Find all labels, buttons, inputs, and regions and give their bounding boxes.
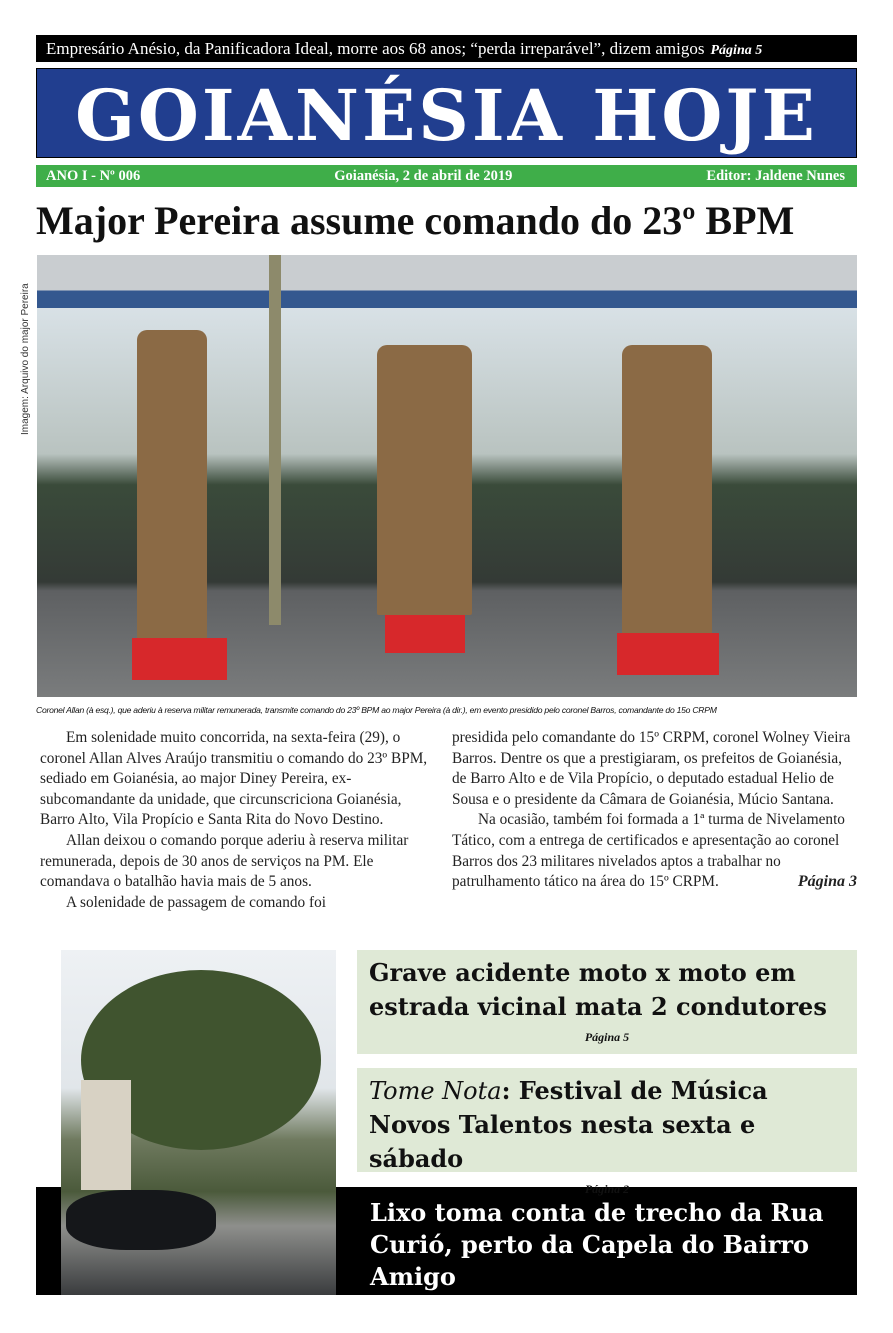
paragraph: presidida pelo comandante do 15º CRPM, coronel Wolney Vieira Barros. Dentre os que a prestigiaram, os prefeitos de Goianésia, de Barro Alto e de Vila Propício, o deputado estadual Helio de Sousa e o presidente da Câmara de Goianésia, Múcio Santana. <box>452 729 851 808</box>
story3-headline: : Festival de Música Novos Talentos nesta sexta e sábado <box>369 1076 768 1173</box>
edition-date: Goianésia, 2 de abril de 2019 <box>334 168 513 184</box>
story2-box[interactable] <box>357 950 857 1054</box>
story2-page: Página 5 <box>584 1030 630 1044</box>
main-photo <box>37 255 857 697</box>
story3-page: Página 2 <box>584 1182 630 1196</box>
paragraph: Em solenidade muito concorrida, na sexta-feira (29), o coronel Allan Alves Araújo transmitiu o comando do 23º BPM, sediado em Goianésia, ao major Diney Pereira, ex-subcomandante da unidade, que circunscriciona Goianésia, Barro Alto, Vila Propício e Santa Rita do Novo Destino. <box>40 729 428 829</box>
page-ref[interactable]: Página 3 <box>797 873 857 891</box>
teaser-text: Empresário Anésio, da Panificadora Ideal, morre aos 68 anos; “perda irreparável”, dizem amigos <box>46 39 705 58</box>
paragraph: A solenidade de passagem de comando foi <box>66 893 326 911</box>
paragraph: Allan deixou o comando porque aderiu à reserva militar remunerada, depois de 30 anos de serviços na PM. Ele comandava o batalhão havia mais de 5 anos. <box>40 831 409 891</box>
main-headline: Major Pereira assume comando do 23º BPM <box>36 198 795 243</box>
trash-photo <box>61 950 336 1295</box>
teaser-page: Página 5 <box>710 43 763 58</box>
photo-caption: Coronel Allan (à esq.), que aderiu à reserva militar remunerada, transmite comando do 23º BPM ao major Pereira (à dir.), em evento presidido pelo coronel Barros, comandante do 15o CRPM <box>36 705 717 715</box>
paragraph <box>452 810 857 892</box>
editor-name: Editor: Jaldene Nunes <box>706 168 845 184</box>
story4[interactable] <box>370 1197 850 1308</box>
top-teaser[interactable] <box>36 35 857 62</box>
story4-page: Página 4 <box>552 1293 598 1307</box>
info-bar <box>36 165 857 187</box>
article-column-2 <box>452 728 857 893</box>
story3-box[interactable] <box>357 1068 857 1196</box>
masthead-title: GOIANÉSIA HOJE <box>36 68 857 158</box>
paragraph-text: Na ocasião, também foi formada a 1ª turma de Nivelamento Tático, com a entrega de certificados e apresentação ao coronel Barros dos 23 militares nivelados aptos a trabalhar no patrulhamento tático na área do 15º CRPM. <box>452 811 845 891</box>
article-column-1 <box>40 728 440 913</box>
story4-headline: Lixo toma conta de trecho da Rua Curió, perto da Capela do Bairro Amigo <box>370 1198 824 1291</box>
tome-nota-label: Tome Nota <box>369 1077 502 1105</box>
edition-number: ANO I - Nº 006 <box>46 168 141 184</box>
photo-credit: Imagem: Arquivo do major Pereira <box>20 283 31 435</box>
story2-headline: Grave acidente moto x moto em estrada vicinal mata 2 condutores <box>369 958 827 1021</box>
